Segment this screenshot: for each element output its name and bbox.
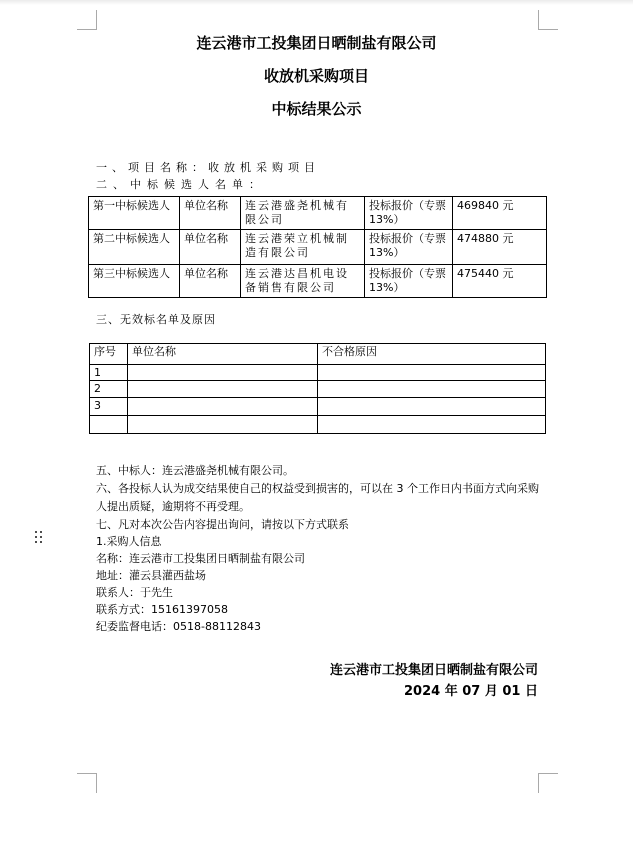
price-value-cell: 475440 元	[453, 265, 547, 298]
invalid-reason-cell	[318, 381, 546, 398]
unit-label-cell: 单位名称	[180, 197, 241, 230]
signature-company: 连云港市工投集团日晒制盐有限公司	[329, 663, 538, 678]
project-title: 收放机采购项目	[263, 67, 369, 85]
section-candidates-heading: 二、中标候选人名单：	[96, 178, 266, 191]
invalid-no-cell: 1	[90, 365, 128, 381]
price-label-cell: 投标报价（专票13%）	[365, 197, 453, 230]
invalid-reason-cell	[318, 416, 546, 434]
invalid-no-cell: 3	[90, 398, 128, 416]
company-name-cell: 连云港荣立机械制造有限公司	[241, 230, 365, 265]
drag-anchor-icon[interactable]	[35, 531, 43, 545]
price-value-cell: 474880 元	[453, 230, 547, 265]
purchaser-info-block	[96, 533, 305, 635]
purchaser-heading: 1.采购人信息	[96, 535, 162, 548]
section-winner: 五、中标人：连云港盛尧机械有限公司。	[96, 464, 294, 477]
purchaser-contact-person: 联系人：于先生	[96, 586, 173, 599]
invalid-unit-cell	[128, 398, 318, 416]
section-inquiry: 七、凡对本次公告内容提出询问，请按以下方式联系	[96, 518, 349, 531]
purchaser-name: 名称：连云港市工投集团日晒制盐有限公司	[96, 552, 305, 565]
price-value-cell: 469840 元	[453, 197, 547, 230]
invalid-header-unit: 单位名称	[128, 344, 318, 365]
candidate-row-2	[89, 230, 547, 265]
candidate-rank-cell: 第二中标候选人	[89, 230, 180, 265]
crop-mark-top-right	[538, 10, 558, 30]
invalid-no-cell: 2	[90, 381, 128, 398]
announcement-title: 中标结果公示	[271, 100, 362, 118]
invalid-row-3	[90, 398, 546, 416]
candidate-rank-cell: 第三中标候选人	[89, 265, 180, 298]
unit-label-cell: 单位名称	[180, 230, 241, 265]
crop-mark-bottom-left	[77, 773, 97, 793]
invalid-row-1	[90, 365, 546, 381]
company-title: 连云港市工投集团日晒制盐有限公司	[196, 34, 437, 52]
signature-block	[330, 660, 538, 702]
candidate-rank-cell: 第一中标候选人	[89, 197, 180, 230]
signature-date: 2024 年 07 月 01 日	[404, 684, 538, 699]
candidate-row-3	[89, 265, 547, 298]
invalid-unit-cell	[128, 381, 318, 398]
company-name-cell: 连云港达昌机电设备销售有限公司	[241, 265, 365, 298]
invalid-bids-table	[89, 343, 546, 434]
candidate-row-1	[89, 197, 547, 230]
invalid-row-2	[90, 381, 546, 398]
crop-mark-bottom-right	[538, 773, 558, 793]
purchaser-address: 地址：灌云县灌西盐场	[96, 569, 206, 582]
purchaser-supervision-phone: 纪委监督电话：0518-88112843	[96, 620, 261, 633]
section-objection-line1: 六、各投标人认为成交结果使自己的权益受到损害的，可以在 3 个工作日内书面方式向采购	[96, 482, 539, 495]
company-name-cell: 连云港盛尧机械有限公司	[241, 197, 365, 230]
page-top-edge	[0, 0, 633, 5]
price-label-cell: 投标报价（专票13%）	[365, 265, 453, 298]
invalid-no-cell	[90, 416, 128, 434]
invalid-reason-cell	[318, 365, 546, 381]
sections-5-6-7-block	[96, 462, 540, 534]
invalid-reason-cell	[318, 398, 546, 416]
price-label-cell: 投标报价（专票13%）	[365, 230, 453, 265]
invalid-unit-cell	[128, 365, 318, 381]
invalid-row-empty	[90, 416, 546, 434]
unit-label-cell: 单位名称	[180, 265, 241, 298]
crop-mark-top-left	[77, 10, 97, 30]
invalid-table-header-row	[90, 344, 546, 365]
section-project-name: 一、项目名称：收放机采购项目	[96, 161, 320, 174]
invalid-header-reason: 不合格原因	[318, 344, 546, 365]
invalid-unit-cell	[128, 416, 318, 434]
candidates-table	[88, 196, 547, 298]
title-block	[0, 35, 633, 134]
section-objection-line2: 人提出质疑，逾期将不再受理。	[96, 500, 250, 513]
invalid-header-no: 序号	[90, 344, 128, 365]
section-invalid-heading: 三、无效标名单及原因	[96, 313, 216, 326]
purchaser-phone: 联系方式：15161397058	[96, 603, 228, 616]
